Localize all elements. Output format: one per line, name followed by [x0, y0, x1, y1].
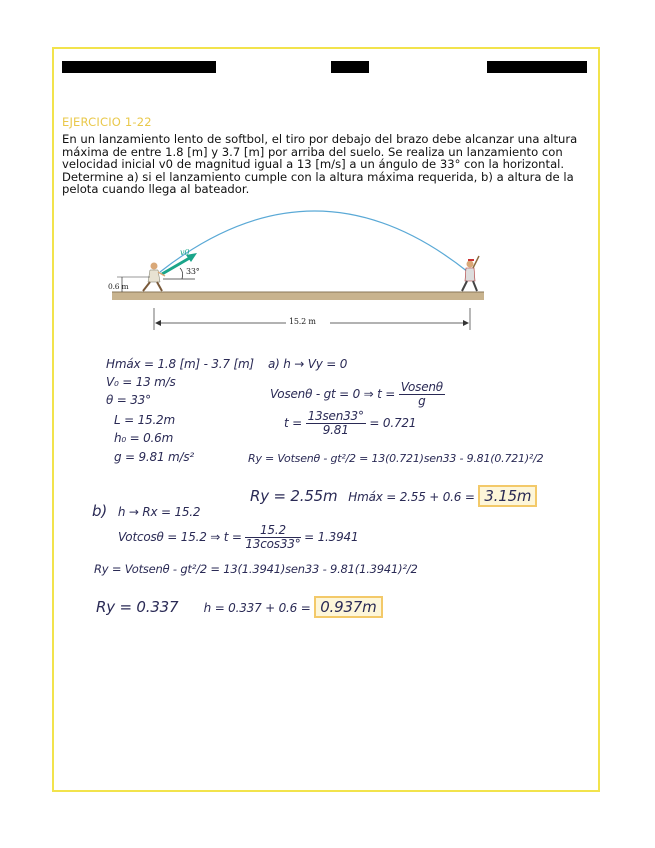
part-b-ry-equation: Ry = Votsenθ - gt²/2 = 13(1.3941)sen33 - 9.81(1.3941)²/2: [94, 562, 418, 576]
given-hmax: Hmáx = 1.8 [m] - 3.7 [m]: [106, 357, 254, 371]
part-a-heading: a) h → Vy = 0: [268, 357, 348, 371]
angle-arc: [180, 268, 183, 279]
given-h0: h₀ = 0.6m: [114, 431, 174, 445]
part-b-answer-box: 0.937m: [314, 596, 382, 618]
given-length: L = 15.2m: [114, 413, 175, 427]
part-a-answer-box: 3.15m: [478, 485, 537, 507]
part-a-time: t = $\frac{\text{13sen33°}}{9.81}$ = 0.721: [284, 409, 417, 437]
part-a-ry-result: Ry = 2.55m Hmáx = 2.55 + 0.6 = 3.15m: [250, 487, 537, 505]
given-g: g = 9.81 m/s²: [114, 450, 195, 464]
part-a-eq1-fraction: $\frac{\text{Vosenθ}}{g}$: [400, 380, 443, 408]
given-v0: V₀ = 13 m/s: [106, 375, 176, 389]
part-a-ry-equation: Ry = Votsenθ - gt²/2 = 13(0.721)sen33 - 9.81(0.721)²/2: [248, 452, 544, 465]
problem-statement: En un lanzamiento lento de softbol, el tiro por debajo del brazo debe alcanzar una altura máxima de entre 1.8 [m] y 3.7 [m] por arriba del suelo. Se realiza un lanzamiento con velocidad inicial v0 de magnitud igual a 13 [m/s] a un ángulo de 33° con la horizontal. Determine a) si el lanzamiento cumple con la altura máxima requerida, b) a altura de la pelota cuando llega al bateador.: [62, 132, 578, 197]
ground: [112, 292, 484, 300]
height-label: 0.6 m: [108, 282, 129, 291]
part-b-time: Votcosθ = 15.2 ⇒ t = $\frac{15.2}{13\cos 33^\circ}$ = 1.3941: [118, 523, 359, 551]
part-b-time-fraction: $\frac{15.2}{13\cos 33^\circ}$: [245, 523, 301, 551]
part-b-heading: b) h → Rx = 15.2: [92, 502, 201, 520]
given-theta: θ = 33°: [106, 393, 151, 407]
v0-label: v0: [180, 248, 190, 257]
part-b-result: Ry = 0.337 h = 0.337 + 0.6 = 0.937m: [96, 598, 383, 616]
angle-label: 33°: [186, 267, 200, 276]
part-a-time-fraction: $\frac{\text{13sen33°}}{9.81}$: [307, 409, 364, 437]
distance-label: 15.2 m: [289, 317, 316, 326]
trajectory-curve: [160, 211, 468, 272]
batter-figure: [462, 256, 479, 291]
part-a-eq1: Vosenθ - gt = 0 ⇒ t = $\frac{\text{Vosenθ}}{g}$: [270, 380, 443, 408]
exercise-title: EJERCICIO 1-22: [62, 115, 152, 129]
